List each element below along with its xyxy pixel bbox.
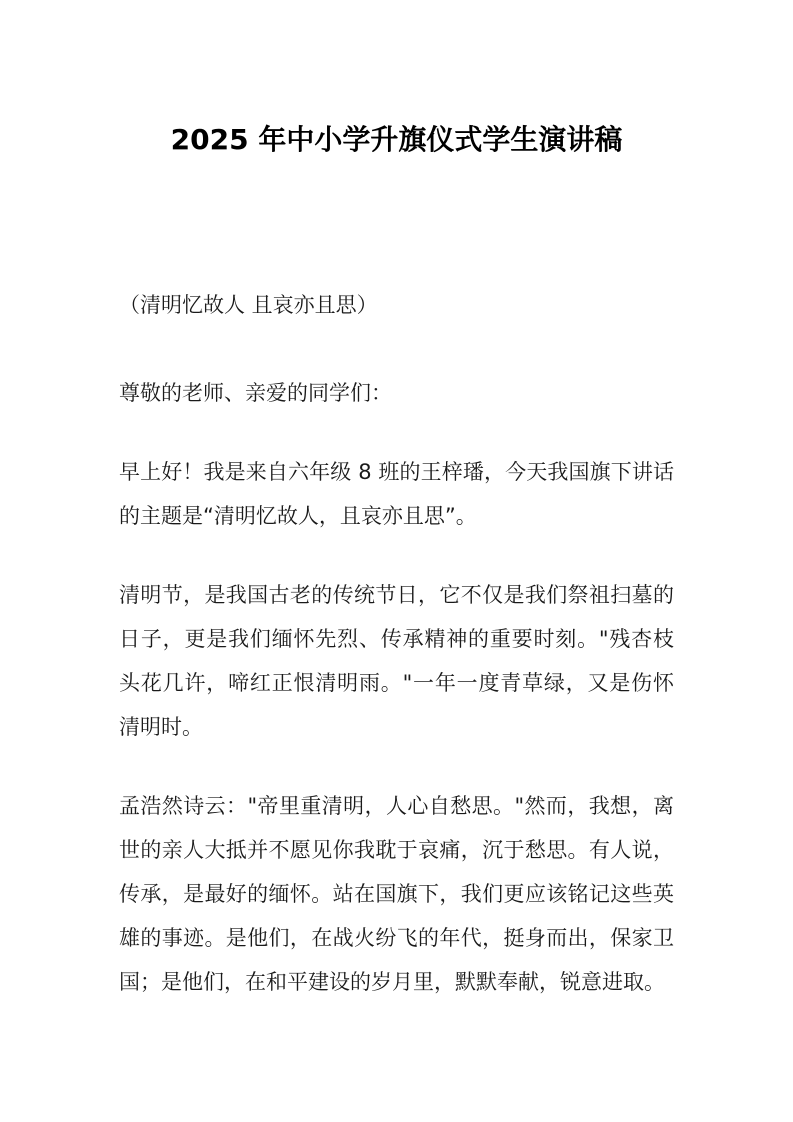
paragraph-meng-haoran-poem: 孟浩然诗云："帝里重清明，人心自愁思。"然而，我想，离世的亲人大抵并不愿见你我耽于哀痛，沉于愁思。有人说，传承，是最好的缅怀。站在国旗下，我们更应该铭记这些英雄的事迹。是他们，在战火纷飞的年代，挺身而出，保家卫国；是他们，在和平建设的岁月里，默默奉献，锐意进取。 xyxy=(119,794,674,994)
paragraph-introduction: 早上好！我是来自六年级 8 班的王梓璠，今天我国旗下讲话的主题是“清明忆故人，且哀亦且思”。 xyxy=(119,460,674,528)
paragraph-parenthetical-subtitle: （清明忆故人 且哀亦且思） xyxy=(119,293,378,317)
paragraph-qingming-festival: 清明节，是我国古老的传统节日，它不仅是我们祭祖扫墓的日子，更是我们缅怀先烈、传承精神的重要时刻。"残杏枝头花几许，啼红正恨清明雨。"一年一度青草绿，又是伤怀清明时。 xyxy=(119,583,674,739)
paragraph-salutation: 尊敬的老师、亲爱的同学们： xyxy=(119,381,392,405)
document-title: 2025 年中小学升旗仪式学生演讲稿 xyxy=(170,123,623,156)
